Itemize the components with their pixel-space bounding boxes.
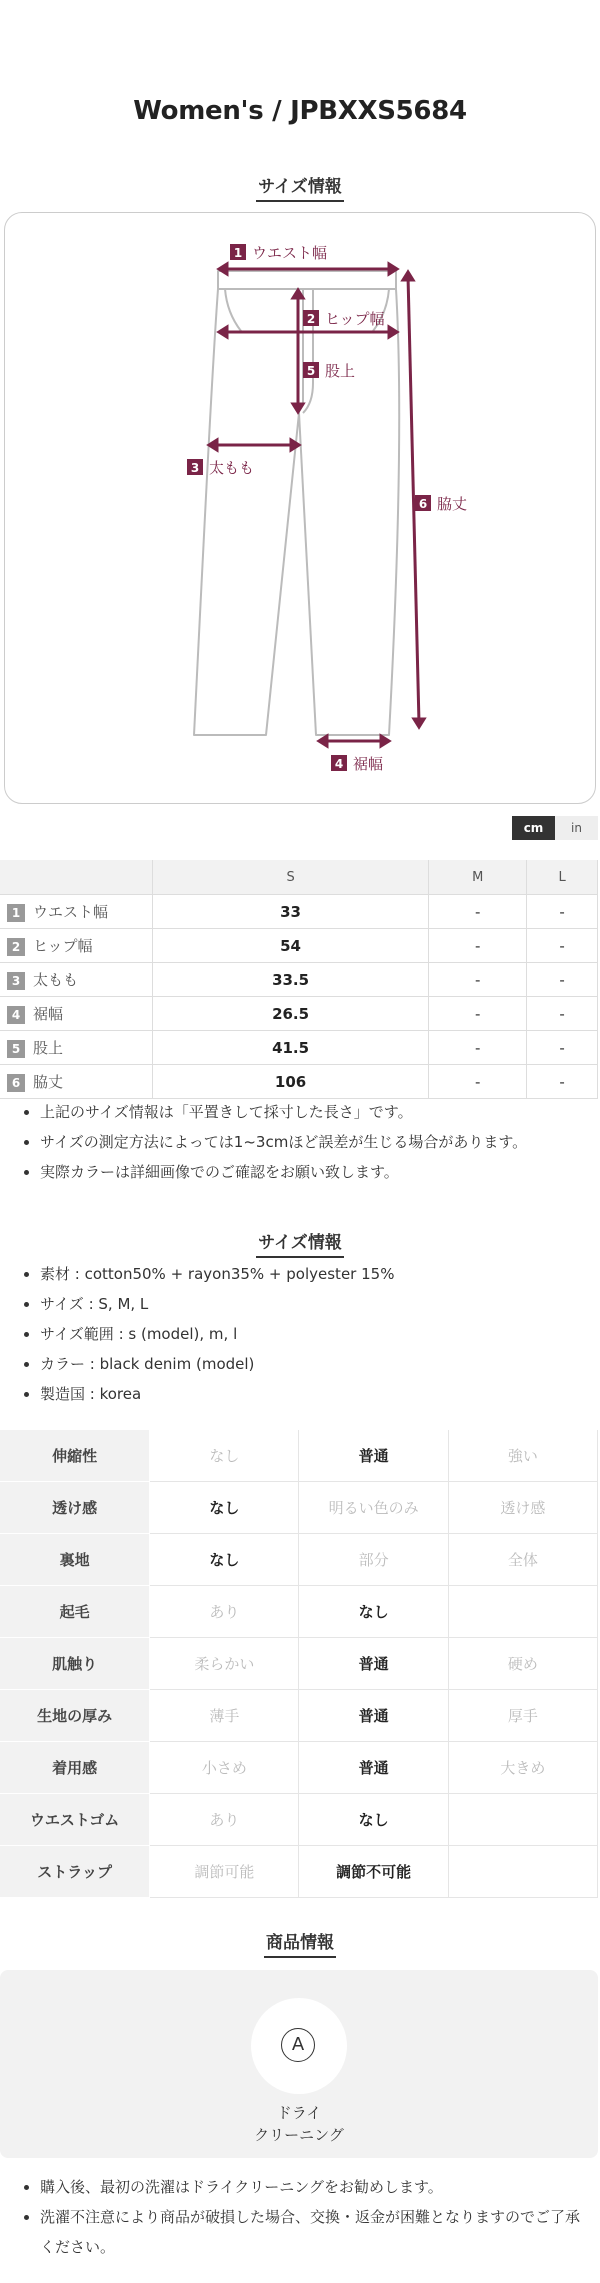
table-row: 6 脇丈 106 - - [0, 1065, 598, 1099]
feature-name: 肌触り [0, 1638, 150, 1690]
unit-toggle [512, 816, 598, 840]
svg-text:3: 3 [190, 461, 200, 475]
dry-cleaning-icon: A [251, 1998, 347, 2094]
feature-row [0, 1586, 598, 1638]
list-item: • 製造国 : korea [40, 1379, 580, 1409]
feature-name: 着用感 [0, 1742, 150, 1794]
list-item: • サイズの測定方法によっては1~3cmほど誤差が生じる場合があります。 [40, 1127, 580, 1157]
care-label: ドライ クリーニング [254, 2104, 344, 2144]
table-row: 3 太もも 33.5 - - [0, 963, 598, 997]
feature-option [448, 1794, 597, 1846]
list-item: • サイズ : S, M, L [40, 1289, 580, 1319]
feature-option: 調節不可能 [299, 1846, 448, 1898]
feature-option: 部分 [299, 1534, 448, 1586]
feature-option: 透け感 [448, 1482, 597, 1534]
svg-text:脇丈: 脇丈 [437, 495, 468, 513]
size-table [0, 860, 598, 1099]
svg-text:股上: 股上 [325, 362, 356, 380]
feature-option: なし [150, 1430, 299, 1482]
feature-name: 生地の厚み [0, 1690, 150, 1742]
feature-option: あり [150, 1794, 299, 1846]
list-item: • 実際カラーは詳細画像でのご確認をお願い致します。 [40, 1157, 580, 1187]
feature-name: 透け感 [0, 1482, 150, 1534]
feature-row [0, 1482, 598, 1534]
list-item: • 上記のサイズ情報は「平置きして採寸した長さ」です。 [40, 1097, 580, 1127]
svg-text:6: 6 [418, 497, 428, 511]
col-l: L [527, 860, 598, 895]
size-table-header [0, 860, 598, 895]
feature-option: 小さめ [150, 1742, 299, 1794]
feature-row [0, 1742, 598, 1794]
feature-option: なし [150, 1482, 299, 1534]
feature-option: なし [299, 1794, 448, 1846]
info-section-heading: サイズ情報 [0, 1228, 600, 1258]
feature-option [448, 1586, 597, 1638]
list-item: • カラー : black denim (model) [40, 1349, 580, 1379]
info-list [0, 1259, 580, 1409]
feature-option: 硬め [448, 1638, 597, 1690]
feature-option: 普通 [299, 1638, 448, 1690]
svg-text:ヒップ幅: ヒップ幅 [325, 310, 385, 328]
table-row: 2 ヒップ幅 54 - - [0, 929, 598, 963]
col-m: M [429, 860, 527, 895]
feature-option: 厚手 [448, 1690, 597, 1742]
feature-option: 薄手 [150, 1690, 299, 1742]
care-panel [0, 1970, 598, 2158]
table-row: 4 裾幅 26.5 - - [0, 997, 598, 1031]
feature-option: 普通 [299, 1742, 448, 1794]
size-notes [0, 1097, 580, 1187]
feature-name: ストラップ [0, 1846, 150, 1898]
feature-row [0, 1638, 598, 1690]
page-title: Women's / JPBXXS5684 [133, 96, 467, 126]
list-item: • サイズ範囲 : s (model), m, l [40, 1319, 580, 1349]
table-row: 5 股上 41.5 - - [0, 1031, 598, 1065]
svg-text:2: 2 [306, 312, 316, 326]
feature-option: なし [299, 1586, 448, 1638]
feature-name: 裏地 [0, 1534, 150, 1586]
size-diagram [4, 212, 596, 804]
size-section-heading: サイズ情報 [0, 172, 600, 202]
col-s: S [153, 860, 429, 895]
feature-option: なし [150, 1534, 299, 1586]
pants-illustration [5, 213, 595, 803]
list-item: • 購入後、最初の洗濯はドライクリーニングをお勧めします。 [40, 2172, 580, 2202]
product-section-heading: 商品情報 [0, 1928, 600, 1958]
feature-option [448, 1846, 597, 1898]
feature-option: 大きめ [448, 1742, 597, 1794]
feature-row [0, 1534, 598, 1586]
table-row: 1 ウエスト幅 33 - - [0, 895, 598, 929]
feature-option: 強い [448, 1430, 597, 1482]
feature-row [0, 1846, 598, 1898]
svg-text:太もも: 太もも [209, 459, 255, 477]
svg-text:裾幅: 裾幅 [353, 755, 384, 773]
svg-text:4: 4 [334, 757, 344, 771]
feature-option: 普通 [299, 1690, 448, 1742]
list-item: • 洗濯不注意により商品が破損した場合、交換・返金が困難となりますのでご了承ください。 [40, 2202, 580, 2262]
feature-option: あり [150, 1586, 299, 1638]
feature-row [0, 1794, 598, 1846]
feature-option: 柔らかい [150, 1638, 299, 1690]
unit-cm-button[interactable]: cm [512, 816, 555, 840]
svg-text:5: 5 [306, 364, 316, 378]
feature-name: 伸縮性 [0, 1430, 150, 1482]
feature-option: 明るい色のみ [299, 1482, 448, 1534]
feature-option: 全体 [448, 1534, 597, 1586]
feature-option: 普通 [299, 1430, 448, 1482]
feature-name: 起毛 [0, 1586, 150, 1638]
unit-in-button[interactable]: in [555, 816, 598, 840]
feature-row [0, 1690, 598, 1742]
feature-table [0, 1430, 598, 1898]
svg-text:ウエスト幅: ウエスト幅 [252, 244, 328, 262]
feature-row [0, 1430, 598, 1482]
list-item: • 素材 : cotton50% + rayon35% + polyester 15% [40, 1259, 580, 1289]
product-notes [0, 2172, 580, 2262]
feature-option: 調節可能 [150, 1846, 299, 1898]
svg-text:1: 1 [233, 246, 243, 260]
feature-name: ウエストゴム [0, 1794, 150, 1846]
